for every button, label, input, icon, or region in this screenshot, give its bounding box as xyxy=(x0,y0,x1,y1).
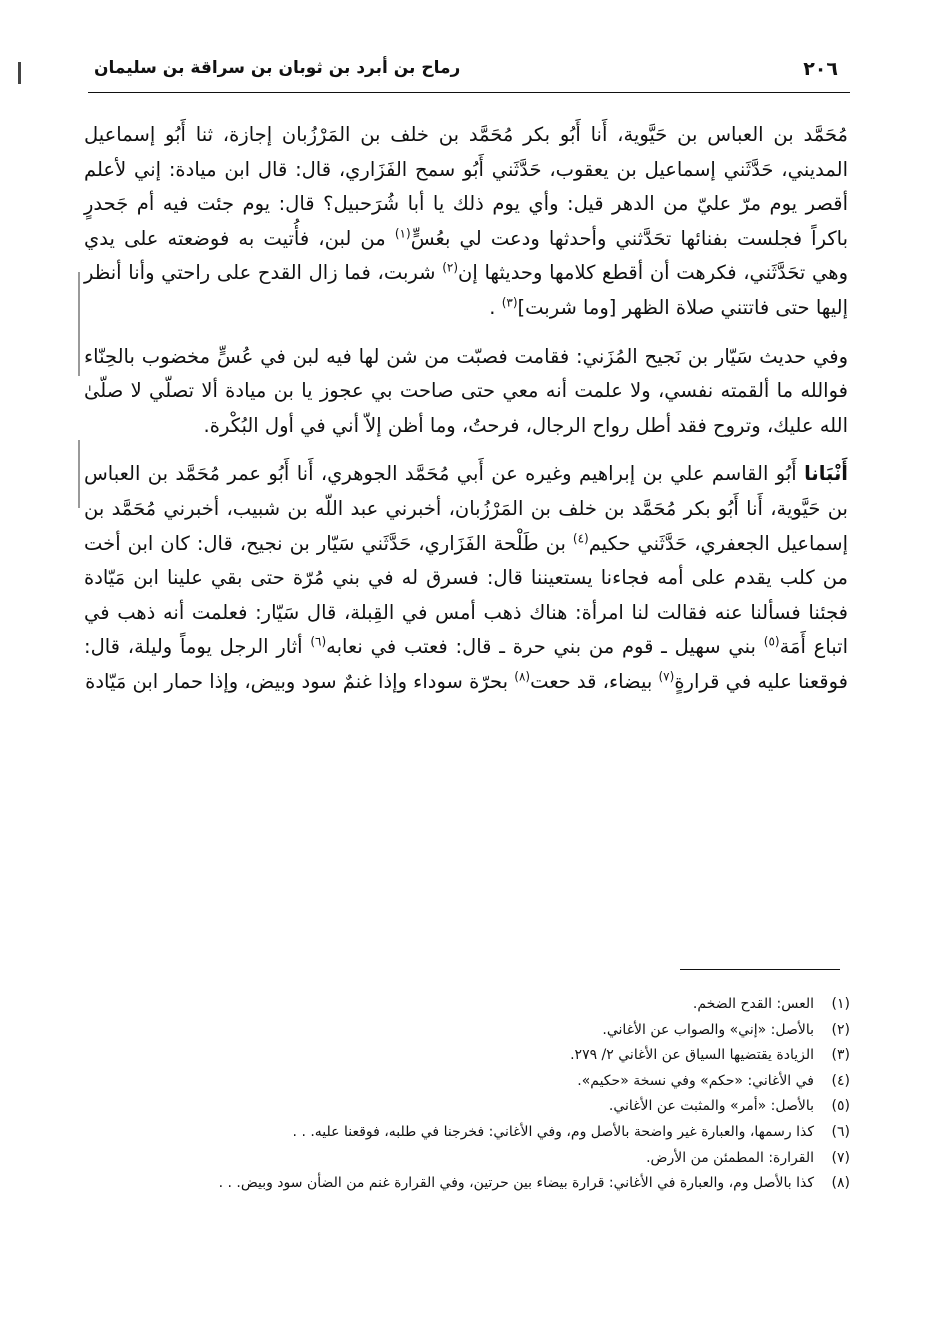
footnote-rule xyxy=(680,969,840,970)
footnote-number: (٥) xyxy=(831,1098,850,1115)
paragraph-3-text-f: بحرّة سوداء وإذا غنمٌ سود وبيض، وإذا حمار ابن مَيّادة xyxy=(85,669,515,693)
footnote-number: (٧) xyxy=(831,1149,850,1166)
paragraph-1-text-c: شربت، فما زال القدح على راحتي وأنا أنظر إليها حتى فاتتني صلاة الظهر [وما شربت] xyxy=(84,261,848,319)
footnote-ref-3: (٣) xyxy=(501,295,518,310)
paragraph-1-text-d: . xyxy=(489,295,496,319)
paragraph-3-text-c: بني سهيل ـ قوم من بني حرة ـ قال: فعتب في نعابه xyxy=(326,635,764,659)
footnote-6 xyxy=(88,1120,850,1146)
page-header xyxy=(88,56,850,90)
footnote-text: كذا بالأصل وم، والعبارة في الأغاني: قرارة بيضاء بين حرتين، وفي القرارة غنم من الضأن سود وبيض. . . xyxy=(218,1175,814,1192)
page-edge-mark xyxy=(18,62,21,84)
margin-bar xyxy=(78,440,80,508)
footnote-text: كذا رسمها، والعبارة غير واضحة بالأصل وم، وفي الأغاني: فخرجنا في طلبه، فوقعنا عليه. . . xyxy=(292,1123,814,1140)
footnote-ref-8: (٨) xyxy=(514,669,531,684)
paragraph-3-text-b: بن طَلْحة الفَزَاري، حَدَّثَني سَيّار بن نجيح، قال: كان ابن أخت من كلب يقدم على أمه فجاءنا يستعيننا قال: فسرق له في بني مُرّة حتى بقي علينا ابن مَيّادة فجئنا فسألنا عنه فقالت لنا امرأة: هناك ذهب أمس في القِبلة، قال سَيّار: فعلمت أنه ذهب في اتباع أَمَة xyxy=(84,531,848,659)
footnote-ref-5: (٥) xyxy=(763,634,780,649)
footnote-ref-2: (٢) xyxy=(442,260,459,275)
margin-bar xyxy=(78,272,80,376)
footnote-number: (٢) xyxy=(831,1021,850,1038)
paragraph-1-text-a: مُحَمَّد بن العباس بن حَيَّوية، أَنا أَبُو بكر مُحَمَّد بن خلف بن المَرْزُبان إجازة، ثنا أَبُو إسماعيل المديني، حَدَّثَني إسماعيل بن يعقوب، حَدَّثَني أَبُو سمح الفَزَاري، قال: قال ابن ميادة: إني لأعلم أقصر يوم مرّ عليّ من الدهر قيل: وأي يوم ذلك يا أبا شُرَحبيل؟ قال: يوم جئت فيه أم جَحدرٍ باكراً فجلست بفنائها تحَدَّثني وأحدثها ودعت لي بعُسٍّ xyxy=(84,123,848,250)
paragraph-3-lead: أَنْبَانا xyxy=(804,462,848,486)
paragraph-2: وفي حديث سَيّار بن نَجيح المُزَني: فقامت فصبّت من شن لها فيه لبن في عُسٍّ مخضوب بالحِنّاء فوالله ما ألقمته نفسي، ولا علمت أنه معي حتى صاحت بي عجوز يا بن ميادة ألا تصلّي لا صلّىٰ الله عليك، وتروح فقد أطل رواح الرجال، فرحتُ، وما أظن إلاّ أني في أول البُكْرة. xyxy=(84,344,848,437)
footnote-ref-1: (١) xyxy=(394,226,411,241)
footnote-number: (٨) xyxy=(831,1175,850,1192)
footnote-3 xyxy=(88,1043,850,1069)
footnote-1 xyxy=(88,992,850,1018)
footnote-4 xyxy=(88,1069,850,1095)
paragraph-3 xyxy=(84,457,848,699)
page-number: ٢٠٦ xyxy=(803,58,838,80)
header-rule xyxy=(88,92,850,93)
footnote-ref-4: (٤) xyxy=(572,531,589,546)
footnote-2 xyxy=(88,1018,850,1044)
paragraph-1-text-b: من لبن، فأُتيت به فوضعته على يدي وهي تحَدَّثَني، فكرهت أن أقطع كلامها وحديثها إن xyxy=(84,226,848,285)
paragraph-1 xyxy=(84,118,848,326)
running-title: رماح بن أبرد بن ثوبان بن سراقة بن سليمان xyxy=(94,58,461,78)
footnote-text: الزيادة يقتضيها السياق عن الأغاني ٢/ ٢٧٩. xyxy=(570,1047,814,1064)
footnote-8 xyxy=(88,1171,850,1197)
footnote-text: العس: القدح الضخم. xyxy=(692,996,814,1012)
footnotes xyxy=(88,992,850,1197)
footnote-number: (٦) xyxy=(831,1123,850,1140)
footnote-ref-6: (٦) xyxy=(310,634,327,649)
footnote-text: بالأصل: «إني» والصواب عن الأغاني. xyxy=(602,1021,814,1038)
paragraph-3-text-e: بيضاء، قد حعت xyxy=(530,669,659,693)
footnote-number: (١) xyxy=(831,996,850,1012)
paragraph-3-text-a: أَبُو القاسم علي بن إبراهيم وغيره عن أَبي مُحَمَّد الجوهري، أَنا أَبُو عمر مُحَمَّد بن العباس بن حَيَّوية، أَنا أَبُو بكر مُحَمَّد بن خلف بن المَرْزُبان، أخبرني عبد اللّه بن شبيب، أخبرني مُحَمَّد بن إسماعيل الجعفري، حَدَّثَني حكيم xyxy=(84,462,848,555)
footnote-7 xyxy=(88,1146,850,1172)
footnote-ref-7: (٧) xyxy=(658,669,675,684)
footnote-text: القرارة: المطمئن من الأرض. xyxy=(646,1149,814,1166)
body-text xyxy=(84,118,848,700)
footnote-number: (٤) xyxy=(831,1072,850,1089)
footnote-number: (٣) xyxy=(831,1047,850,1064)
footnote-5 xyxy=(88,1094,850,1120)
paragraph-3-text-d: أثار الرجل يوماً وليلة، قال: فوقعنا عليه في قرارةٍ xyxy=(84,635,848,693)
footnote-text: في الأغاني: «حكم» وفي نسخة «حكيم». xyxy=(577,1072,814,1089)
footnote-text: بالأصل: «أمر» والمثبت عن الأغاني. xyxy=(608,1098,814,1115)
